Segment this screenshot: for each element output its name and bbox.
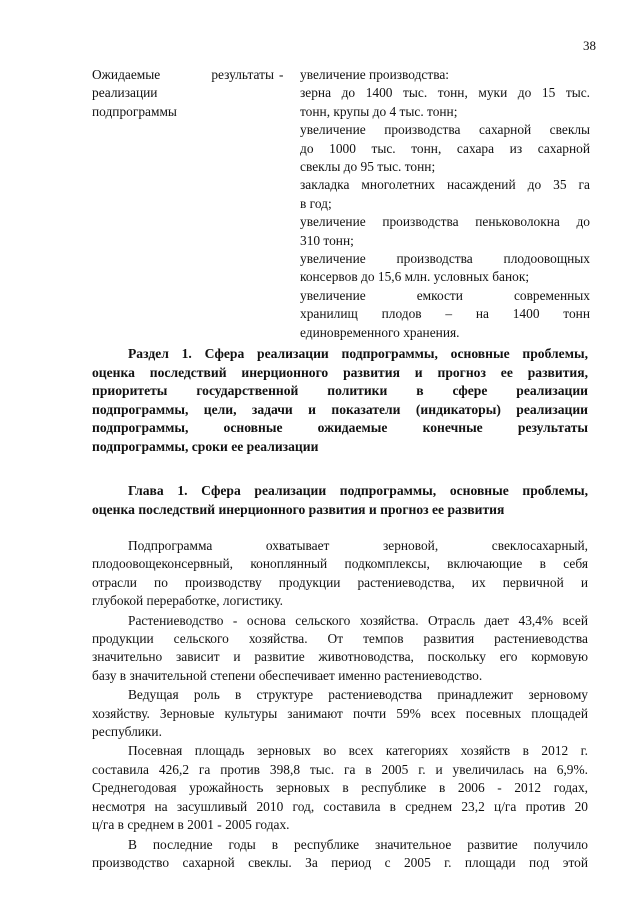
results-label-line: подпрограммы xyxy=(92,103,177,119)
paragraph-line: продукции сельского хозяйства. От темпов развития растениеводства xyxy=(92,631,588,647)
chapter-heading xyxy=(92,482,588,519)
body-text xyxy=(92,537,588,873)
results-value-line: консервов до 15,6 млн. условных банок; xyxy=(300,269,530,285)
results-value-line: увеличение емкости современных xyxy=(300,287,590,303)
results-value-line: увеличение производства плодоовощных xyxy=(300,251,590,267)
results-values xyxy=(300,66,590,342)
paragraph-line: Среднегодовая урожайность зерновых в республике в 2006 - 2012 годах, xyxy=(92,780,588,796)
paragraph-line: плодоовощеконсервный, коноплянный подкомплексы, включающие в себя xyxy=(92,556,588,572)
paragraph-line: производство сахарной свеклы. За период с 2005 г. площади под этой xyxy=(92,854,588,870)
paragraph-line: Посевная площадь зерновых во всех категориях хозяйств в 2012 г. xyxy=(128,743,588,759)
paragraph-line: несмотря на засушливый 2010 год, составила в среднем 23,2 ц/га против 20 xyxy=(92,798,588,814)
paragraph-line: В последние годы в республике значительное развитие получило xyxy=(128,836,588,852)
paragraph xyxy=(92,612,588,686)
results-value-line: увеличение производства пеньковолокна до xyxy=(300,214,590,230)
results-value-line: в год; xyxy=(300,195,332,211)
paragraph-line: Растениеводство - основа сельского хозяйства. Отрасль дает 43,4% всей xyxy=(128,612,588,628)
paragraph xyxy=(92,836,588,873)
results-value-line: свеклы до 95 тыс. тонн; xyxy=(300,159,436,175)
paragraph-line: базу в значительной степени обеспечивает именно растениеводство. xyxy=(92,667,483,683)
paragraph-line: хозяйству. Зерновые культуры занимают почти 59% всех посевных площадей xyxy=(92,705,588,721)
paragraph-line: отрасли по производству продукции растениеводства, их первичной и xyxy=(92,574,588,590)
paragraph-line: Ведущая роль в структуре растениеводства принадлежит зерновому xyxy=(128,687,588,703)
section-heading-line: Раздел 1. Сфера реализации подпрограммы, основные проблемы, xyxy=(128,346,588,361)
results-value-line: увеличение производства сахарной свеклы xyxy=(300,122,590,138)
paragraph-line: Подпрограмма охватывает зерновой, свеклосахарный, xyxy=(128,538,588,553)
chapter-heading-line: оценка последствий инерционного развития и прогноз ее развития xyxy=(92,501,505,517)
results-dash: - xyxy=(279,67,284,82)
paragraph xyxy=(92,742,588,834)
paragraph-line: значительно зависит и развитие животноводства, поскольку его кормовую xyxy=(92,649,588,665)
section-heading-line: подпрограммы, основные ожидаемые конечные результаты xyxy=(92,420,588,436)
chapter-heading-line: Глава 1. Сфера реализации подпрограммы, основные проблемы, xyxy=(128,483,588,498)
page-number: 38 xyxy=(583,38,596,53)
paragraph-line: глубокой переработке, логистику. xyxy=(92,593,283,609)
results-value-line: до 1000 тыс. тонн, сахара из сахарной xyxy=(300,140,590,156)
paragraph-line: республики. xyxy=(92,724,162,740)
paragraph xyxy=(92,537,588,611)
paragraph xyxy=(92,686,588,741)
results-value-line: тонн, крупы до 4 тыс. тонн; xyxy=(300,103,458,119)
results-label-line: Ожидаемые результаты xyxy=(92,67,274,82)
section-heading-line: подпрограммы, цели, задачи и показатели (индикаторы) реализации xyxy=(92,401,588,417)
section-heading-line: оценка последствий инерционного развития и прогноз ее развития, xyxy=(92,364,588,380)
results-value-line: хранилищ плодов – на 1400 тонн xyxy=(300,306,590,322)
section-heading-line: подпрограммы, сроки ее реализации xyxy=(92,438,319,454)
paragraph-line: ц/га в среднем в 2001 - 2005 годах. xyxy=(92,817,290,833)
results-value-line: единовременного хранения. xyxy=(300,324,460,340)
results-value-line: увеличение производства: xyxy=(300,67,450,82)
section-heading xyxy=(92,345,588,457)
results-value-line: 310 тонн; xyxy=(300,232,354,248)
results-label-line: реализации xyxy=(92,85,158,101)
results-value-line: закладка многолетних насаждений до 35 га xyxy=(300,177,590,193)
results-label xyxy=(92,66,274,121)
results-value-line: зерна до 1400 тыс. тонн, муки до 15 тыс. xyxy=(300,85,590,101)
section-heading-line: приоритеты государственной политики в сфере реализации xyxy=(92,383,588,399)
paragraph-line: составила 426,2 га против 398,8 тыс. га в 2005 г. и увеличилась на 6,9%. xyxy=(92,761,588,777)
